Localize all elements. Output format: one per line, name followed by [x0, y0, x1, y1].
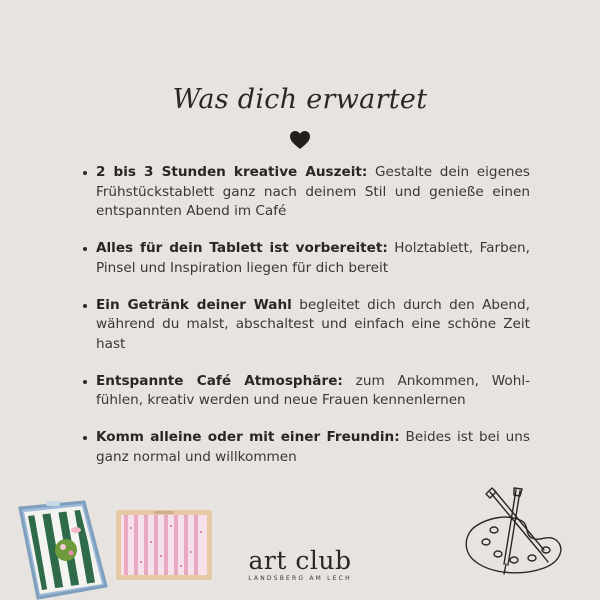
- item-lead: 2 bis 3 Stunden kreative Auszeit:: [96, 164, 368, 180]
- item-text: begleitet dich durch den Abend, während du malst, abschaltest und einfach eine schöne Zeit hast: [96, 296, 530, 352]
- art-club-logo: [230, 548, 370, 582]
- logo-location: LANDSBERG AM LECH: [248, 575, 352, 582]
- list-item: [82, 372, 530, 411]
- item-lead: Alles für dein Tablett ist vorbereitet:: [96, 240, 388, 256]
- green-striped-tray-image: [14, 500, 110, 600]
- list-item: [82, 163, 530, 222]
- heart-icon: [289, 130, 311, 150]
- pink-striped-tray-image: [114, 508, 214, 582]
- item-text: zum Ankommen, Wohl-fühlen, kreativ werden und neue Frauen kennenlernen: [96, 372, 530, 408]
- page-title: Was dich erwartet: [172, 84, 428, 115]
- feature-list: [82, 163, 530, 485]
- item-text: Beides ist bei uns ganz normal und willkommen: [96, 429, 530, 465]
- list-item: [82, 239, 530, 278]
- item-lead: Entspannte Café Atmosphäre:: [96, 372, 343, 389]
- item-text: Holztablett, Farben, Pinsel und Inspiration liegen für dich bereit: [96, 240, 530, 276]
- list-item: [82, 296, 530, 355]
- item-text: Gestalte dein eigenes Frühstückstablett ganz nach deinem Stil und genieße einen entspannten Abend im Café: [96, 164, 530, 219]
- palette-brushes-icon: [456, 486, 576, 578]
- logo-wordmark: art club: [248, 546, 352, 575]
- item-lead: Ein Getränk deiner Wahl: [96, 296, 292, 313]
- item-lead: Komm alleine oder mit einer Freundin:: [96, 429, 400, 445]
- list-item: [82, 428, 530, 467]
